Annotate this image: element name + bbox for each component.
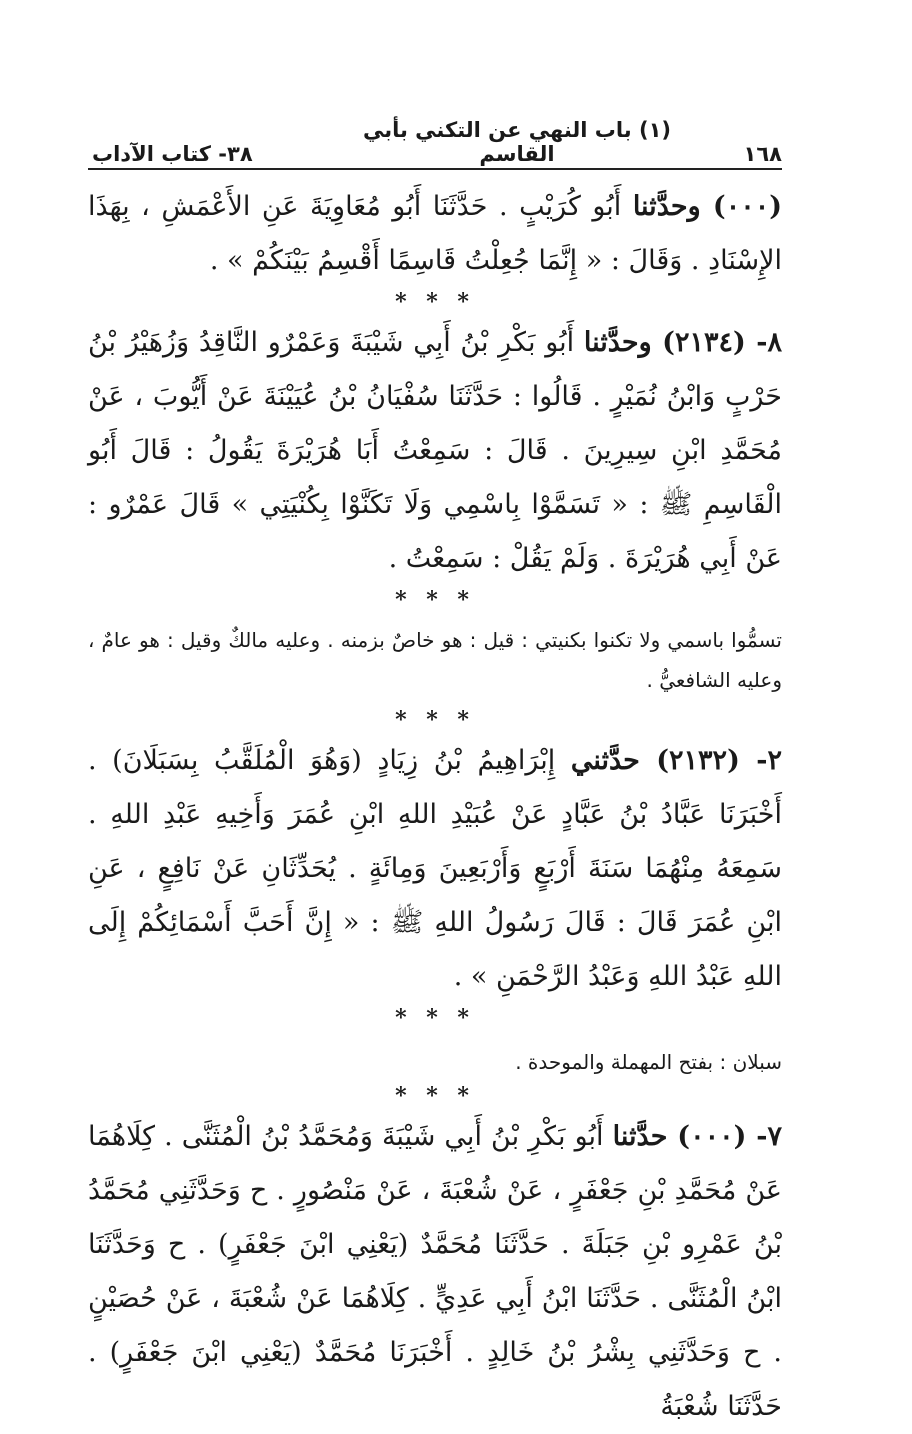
- header-rule: [88, 168, 782, 170]
- hadith-lead: ٨- (٢١٣٤) وحدَّثنا: [583, 327, 782, 358]
- book-title: ٣٨- كتاب الآداب: [92, 142, 253, 166]
- separator: * * *: [395, 1005, 475, 1031]
- hadith-lead: ٧- (٠٠٠) حدَّثنا: [612, 1121, 782, 1152]
- separator: * * *: [395, 289, 475, 315]
- separator: * * *: [395, 707, 475, 733]
- separator: * * *: [395, 587, 475, 613]
- separator: * * *: [395, 1083, 475, 1109]
- hadith-entry: [88, 316, 782, 586]
- hadith-entry: [88, 734, 782, 1004]
- commentary-note: تسمُّوا باسمي ولا تكنوا بكنيتي : قيل : هو خاصٌ بزمنه . وعليه مالكٌ وقيل : هو عامٌ ، وعليه الشافعيُّ .: [88, 628, 782, 692]
- page-number: ١٦٨: [743, 142, 782, 166]
- hadith-lead: ٢- (٢١٣٢) حدَّثني: [570, 745, 782, 776]
- running-header: [92, 118, 782, 166]
- hadith-text: أَبُو بَكْرِ بْنُ أَبِي شَيْبَةَ وَعَمْرٌو النَّاقِدُ وَزُهَيْرُ بْنُ حَرْبٍ وَابْنُ نُمَيْرٍ . قَالُوا : حَدَّثَنَا سُفْيَانُ بْنُ عُيَيْنَةَ عَنْ أَيُّوبَ ، عَنْ مُحَمَّدِ ابْنِ سِيرِينَ . قَالَ : سَمِعْتُ أَبَا هُرَيْرَةَ يَقُولُ : قَالَ أَبُو الْقَاسِمِ ﷺ : « تَسَمَّوْا بِاسْمِي وَلَا تَكَنَّوْا بِكُنْيَتِي » قَالَ عَمْرٌو : عَنْ أَبِي هُرَيْرَةَ . وَلَمْ يَقُلْ : سَمِعْتُ .: [88, 327, 782, 574]
- hadith-text: أَبُو كُرَيْبٍ . حَدَّثَنَا أَبُو مُعَاوِيَةَ عَنِ الأَعْمَشِ ، بِهَذَا الإِسْنَادِ . وَقَالَ : « إِنَّمَا جُعِلْتُ قَاسِمًا أَقْسِمُ بَيْنَكُمْ » .: [88, 191, 782, 276]
- page-body: [88, 180, 782, 1434]
- hadith-text: أَبُو بَكْرِ بْنُ أَبِي شَيْبَةَ وَمُحَمَّدُ بْنُ الْمُثَنَّى . كِلَاهُمَا عَنْ مُحَمَّدِ بْنِ جَعْفَرٍ ، عَنْ شُعْبَةَ ، عَنْ مَنْصُورٍ . ح وَحَدَّثَنِي مُحَمَّدُ بْنُ عَمْرِو بْنِ جَبَلَةَ . حَدَّثَنَا مُحَمَّدٌ (يَعْنِي ابْنَ جَعْفَرٍ) . ح وَحَدَّثَنَا ابْنُ الْمُثَنَّى . حَدَّثَنَا ابْنُ أَبِي عَدِيٍّ . كِلَاهُمَا عَنْ شُعْبَةَ ، عَنْ حُصَيْنٍ . ح وَحَدَّثَنِي بِشْرُ بْنُ خَالِدٍ . أَخْبَرَنَا مُحَمَّدٌ (يَعْنِي ابْنَ جَعْفَرٍ) . حَدَّثَنَا شُعْبَةُ: [88, 1121, 782, 1422]
- hadith-entry: [88, 1110, 782, 1434]
- commentary-note: سبلان : بفتح المهملة والموحدة .: [515, 1050, 782, 1074]
- hadith-entry: [88, 180, 782, 288]
- chapter-title: (١) باب النهي عن التكني بأبي القاسم: [362, 118, 672, 166]
- hadith-text: إِبْرَاهِيمُ بْنُ زِيَادٍ (وَهُوَ الْمُلَقَّبُ بِسَبَلَانَ) . أَخْبَرَنَا عَبَّادُ بْنُ عَبَّادٍ عَنْ عُبَيْدِ اللهِ ابْنِ عُمَرَ وَأَخِيهِ عَبْدِ اللهِ . سَمِعَهُ مِنْهُمَا سَنَةَ أَرْبَعٍ وَأَرْبَعِينَ وَمِائَةٍ . يُحَدِّثَانِ عَنْ نَافِعٍ ، عَنِ ابْنِ عُمَرَ قَالَ : قَالَ رَسُولُ اللهِ ﷺ : « إِنَّ أَحَبَّ أَسْمَائِكُمْ إِلَى اللهِ عَبْدُ اللهِ وَعَبْدُ الرَّحْمَنِ » .: [88, 745, 782, 992]
- hadith-lead: (٠٠٠) وحدَّثنا: [632, 191, 782, 222]
